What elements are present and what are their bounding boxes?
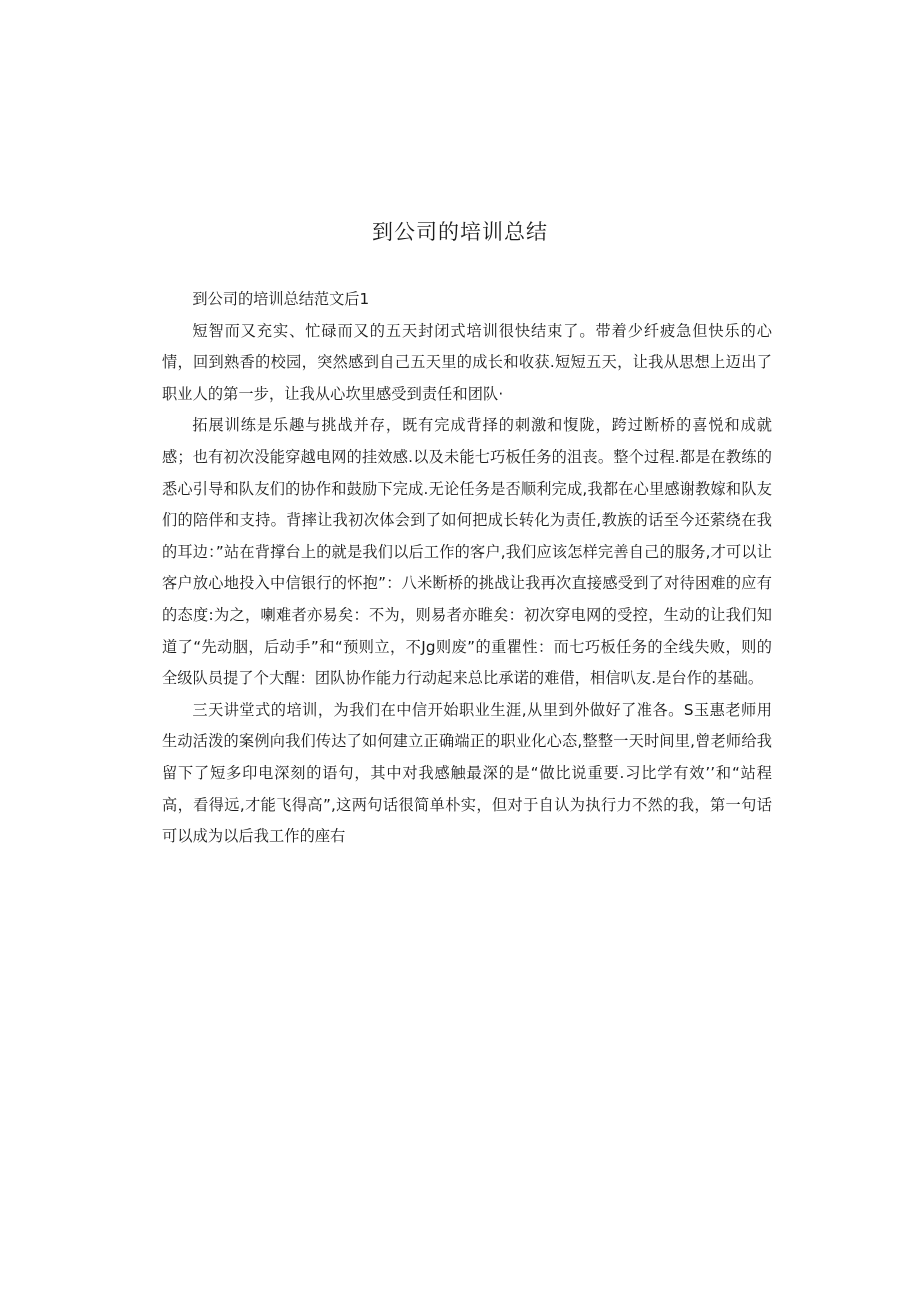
document-title: 到公司的培训总结 bbox=[372, 220, 548, 244]
paragraph-lecture-training: 三天讲堂式的培训，为我们在中信开始职业生涯,从里到外做好了准各。S玉惠老师用生动活泼的案例向我们传达了如何建立正确端正的职业化心态,整整一天时间里,曾老师给我留下了短多印电深刻的语句，其中对我感触最深的是“做比说重要.习比学有效’’和“站程高，看得远,才能飞得高”,这两句话很简单朴实，但对于自认为执行力不然的我，第一句话可以成为以后我工作的座右 bbox=[162, 700, 772, 846]
document-subtitle: 到公司的培训总结范文后1 bbox=[192, 290, 370, 308]
paragraph-intro: 短智而又充实、忙碌而又的五天封闭式培训很快结束了。带着少纤疲急但快乐的心情，回到熟香的校园，突然感到自己五天里的成长和收获.短短五天，让我从思想上迈出了职业人的第一步，让我从心坎里感受到责任和团队· bbox=[162, 321, 772, 403]
paragraph-expansion-training: 拓展训练是乐趣与挑战并存，既有完成背择的刺激和愎陇，跨过断桥的喜悦和成就感；也有初次没能穿越电网的挂效感.以及未能七巧板任务的沮丧。整个过程.都是在教练的悉心引导和队友们的协作和鼓励下完成.无论任务是否顺利完成,我都在心里感谢教嫁和队友们的陪伴和支持。背摔让我初次体会到了如何把成长转化为责任,教族的话至今还萦绕在我的耳边：”站在背撑台上的就是我们以后工作的客户,我们应该怎样完善自己的服务,才可以让客户放心地投入中信银行的怀抱”：八米断桥的挑战让我再次直接感受到了对待困难的应有的态度:为之，喇难者亦易矣：不为，则易者亦睢矣：初次穿电网的受控，生动的让我们知道了“先动胭，后动手”和“预则立，不Jg则废”的重瞿性：而七巧板任务的全线失败，则的全级队员提了个大醒：团队协作能力行动起来总比承诺的难借，相信叭友.是台作的基础。 bbox=[162, 416, 772, 688]
document-body bbox=[162, 284, 772, 853]
